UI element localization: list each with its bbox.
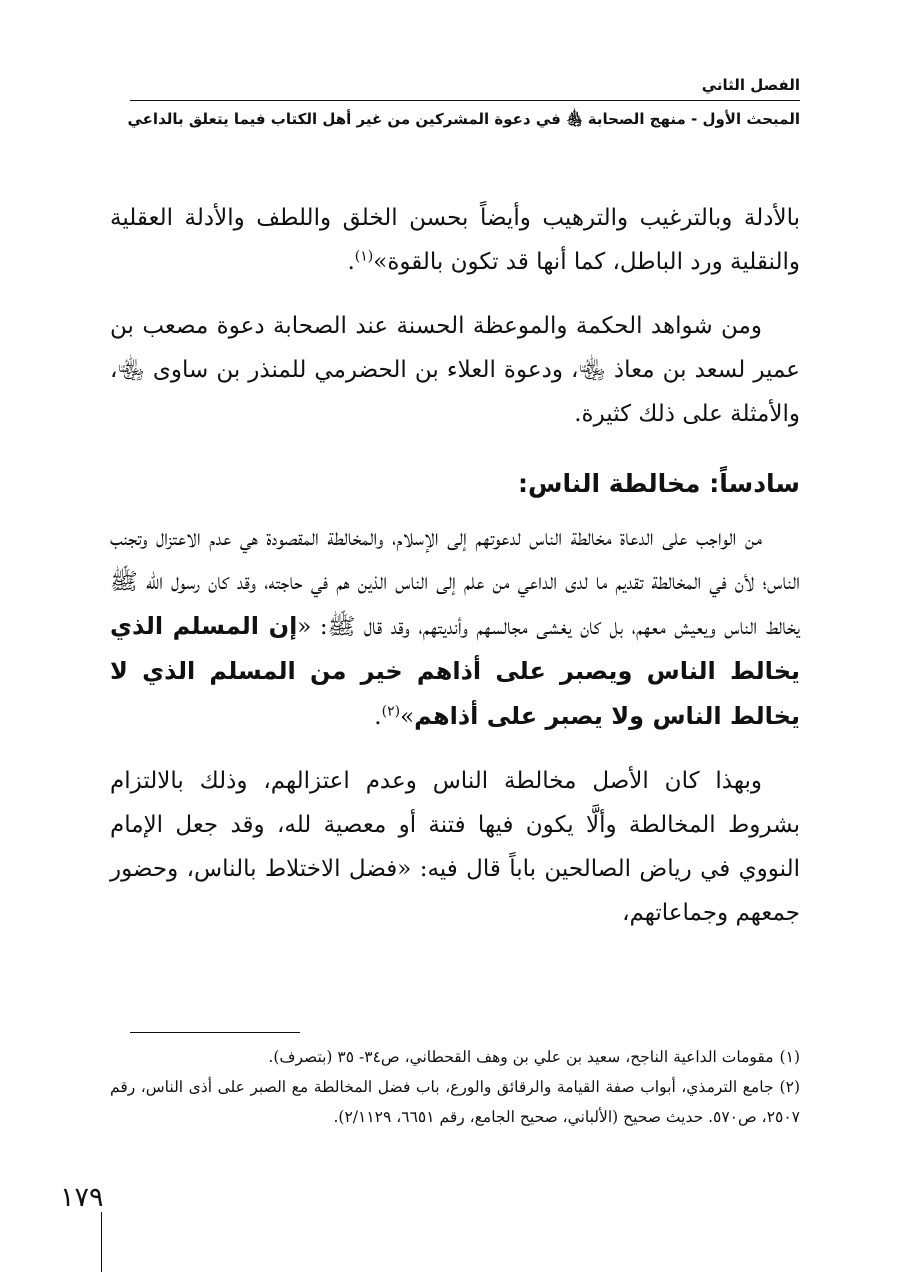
footnote-ref-2: (٢) xyxy=(381,703,401,720)
footnotes xyxy=(110,1042,800,1132)
paragraph-4: وبهذا كان الأصل مخالطة الناس وعدم اعتزالهم، وذلك بالالتزام بشروط المخالطة وألَّا يكون فيها فتنة أو معصية لله، وقد جعل الإمام النووي في رياض الصالحين باباً قال فيه: «فضل الاختلاط بالناس، وحضور جمعهم وجماعاتهم، xyxy=(110,768,800,926)
paragraph-1 xyxy=(110,196,800,284)
paragraph-3-text: من الواجب على الدعاة مخالطة الناس لدعوتهم إلى الإسلام، والمخالطة المقصودة هي عدم الاعتزال وتجنب الناس؛ لأن في المخالطة تقديم ما لدى الداعي من علم إلى الناس الذين هم في حاجته، وقد كان رسول الله ﷺ يخالط الناس ويعيش معهم، بل كان يغشى مجالسهم وأنديتهم، وقد قال ﷺ: « xyxy=(110,525,800,640)
footnote-2-text: جامع الترمذي، أبواب صفة القيامة والرقائق والورع، باب فضل المخالطة مع الصبر على أذى الناس، رقم ٢٥٠٧، ص٥٧٠. حديث صحيح (الألباني، صحيح الجامع، رقم ٦٦٥١، ٢/١١٢٩). xyxy=(110,1078,800,1126)
paragraph-1-end: . xyxy=(347,249,355,275)
paragraph-3-end: . xyxy=(374,704,382,730)
footnote-ref-1: (١) xyxy=(354,248,374,265)
hadith-quote: إن المسلم الذي يخالط الناس ويصبر على أذاهم خير من المسلم الذي لا يخالط الناس ولا يصبر على أذاهم xyxy=(110,612,800,730)
header-rule xyxy=(130,100,800,101)
paragraph-2: ومن شواهد الحكمة والموعظة الحسنة عند الصحابة دعوة مصعب بن عمير لسعد بن معاذ ﵄، ودعوة العلاء بن الحضرمي للمنذر بن ساوى ﵄، والأمثلة على ذلك كثيرة. xyxy=(110,313,800,427)
footnote-1-number: (١) xyxy=(779,1048,800,1066)
section-title: المبحث الأول - منهج الصحابة ﵃ في دعوة المشركين من غير أهل الكتاب فيما يتعلق بالداعي xyxy=(127,110,800,128)
page-margin-line xyxy=(101,1212,102,1272)
paragraph-1-text: بالأدلة وبالترغيب والترهيب وأيضاً بحسن الخلق واللطف والأدلة العقلية والنقلية ورد الباطل، كما أنها قد تكون بالقوة» xyxy=(110,205,800,275)
paragraph-3 xyxy=(110,516,800,739)
running-header xyxy=(127,72,800,131)
chapter-title: الفصل الثاني xyxy=(701,76,800,94)
footnote-2-number: (٢) xyxy=(779,1078,800,1096)
footnote-2 xyxy=(110,1072,800,1132)
hadith-close-quote: » xyxy=(400,704,415,730)
footnote-1-text: مقومات الداعية الناجح، سعيد بن علي بن وهف القحطاني، ص٣٤- ٣٥ (بتصرف). xyxy=(268,1048,774,1066)
main-text xyxy=(110,196,800,935)
page-number: ١٧٩ xyxy=(60,1182,104,1213)
section-heading: سادساً: مخالطة الناس: xyxy=(517,469,800,498)
footnote-1 xyxy=(110,1042,800,1072)
footnote-rule xyxy=(130,1032,300,1033)
